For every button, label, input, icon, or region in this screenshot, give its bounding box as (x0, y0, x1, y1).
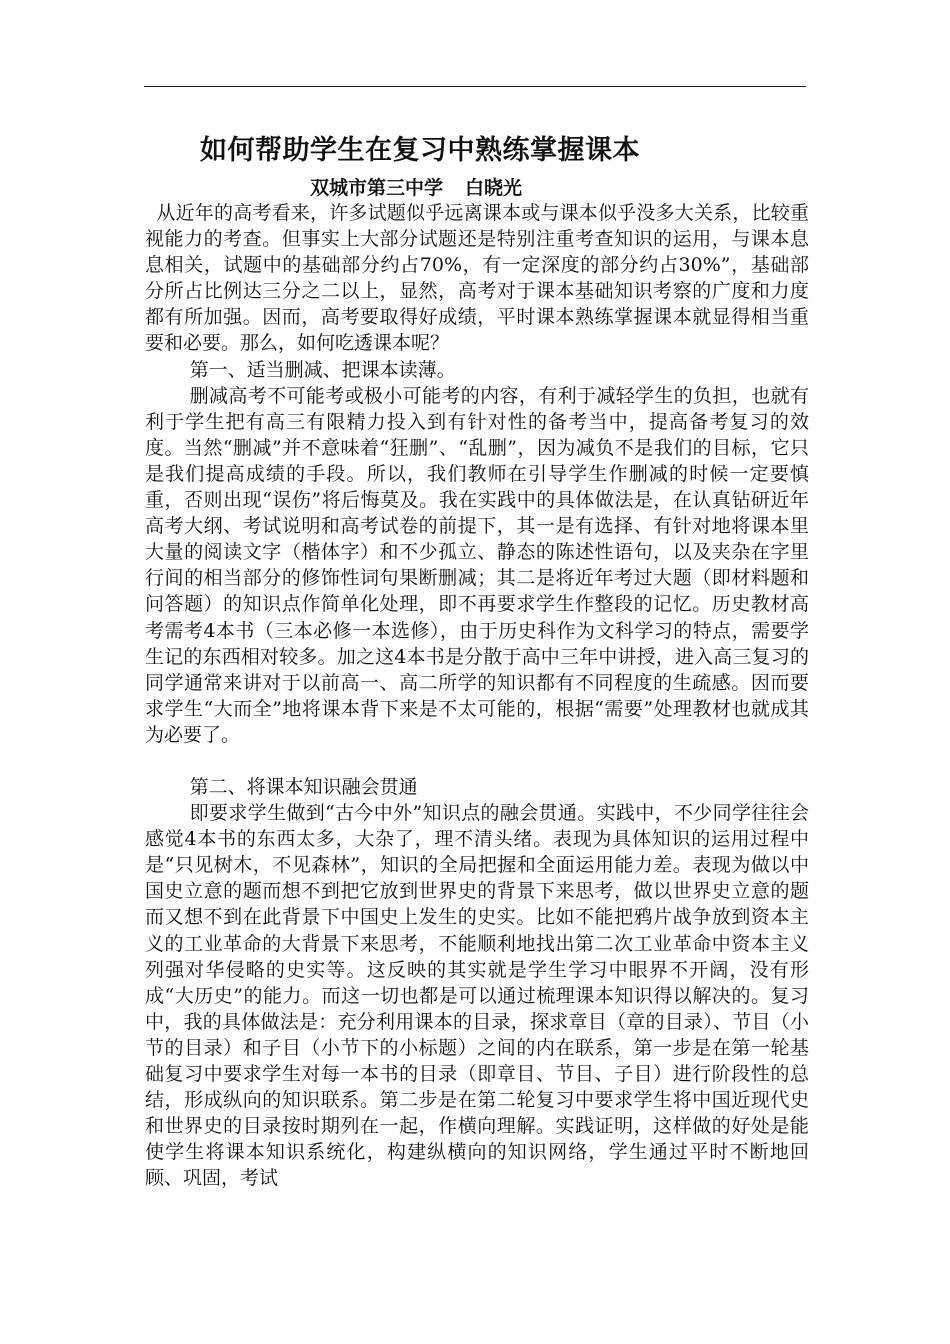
intro-paragraph: 从近年的高考看来，许多试题似乎远离课本或与课本似乎没多大关系，比较重视能力的考查。但事实上大部分试题还是特别注重考查知识的运用，与课本息息相关，试题中的基础部分约占70%，有一定深度的部分约占30%”，基础部分所占比例达三分之二以上，显然，高考对于课本基础知识考察的广度和力度都有所加强。因而，高考要取得好成绩，平时课本熟练掌握课本就显得相当重要和必要。那么，如何吃透课本呢？ (145, 202, 809, 355)
author-school: 双城市第三中学 (310, 177, 444, 199)
section-heading-2: 第二、将课本知识融会贯通 (189, 775, 418, 798)
header-rule (144, 86, 806, 87)
paragraph-spacer (145, 748, 809, 774)
author-name: 白晓光 (465, 177, 523, 199)
author-line (310, 176, 522, 200)
section-heading-1: 第一、适当删减、把课本读薄。 (189, 358, 456, 381)
section-body-2: 即要求学生做到“古今中外”知识点的融会贯通。实践中，不少同学往往会感觉4本书的东西太多，大杂了，理不清头绪。表现为具体知识的运用过程中是“只见树木，不见森林”，知识的全局把握和全面运用能力差。表现为做以中国史立意的题而想不到把它放到世界史的背景下来思考，做以世界史立意的题而又想不到在此背景下中国史上发生的史实。比如不能把鸦片战争放到资本主义的工业革命的大背景下来思考，不能顺利地找出第二次工业革命中资本主义列强对华侵略的史实等。这反映的其实就是学生学习中眼界不开阔，没有形成“大历史”的能力。而这一切也都是可以通过梳理课本知识得以解决的。复习中，我的具体做法是：充分利用课本的目录，探求章目（章的目录）、节目（小节的目录）和子目（小节下的小标题）之间的内在联系，第一步是在第一轮基础复习中要求学生对每一本书的目录（即章目、节目、子目）进行阶段性的总结，形成纵向的知识联系。第二步是在第二轮复习中要求学生将中国近现代史和世界史的目录按时期列在一起，作横向理解。实践证明，这样做的好处是能使学生将课本知识系统化，构建纵横向的知识网络，学生通过平时不断地回顾、巩固，考试 (145, 802, 809, 1190)
section-body-1: 删减高考不可能考或极小可能考的内容，有利于减轻学生的负担，也就有利于学生把有高三有限精力投入到有针对性的备考当中，提高备考复习的效度。当然“删减”并不意味着“狂删”、“乱删”，因为减负不是我们的目标，它只是我们提高成绩的手段。所以，我们教师在引导学生作删减的时候一定要慎重，否则出现“误伤”将后悔莫及。我在实践中的具体做法是，在认真钻研近年高考大纲、考试说明和高考试卷的前提下，其一是有选择、有针对地将课本里大量的阅读文字（楷体字）和不少孤立、静态的陈述性语句，以及夹杂在字里行间的相当部分的修饰性词句果断删减；其二是将近年考过大题（即材料题和问答题）的知识点作简单化处理，即不再要求学生作整段的记忆。历史教材高考需考4本书（三本必修一本选修），由于历史科作为文科学习的特点，需要学生记的东西相对较多。加之这4本书是分散于高中三年中讲授，进入高三复习的同学通常来讲对于以前高一、高二所学的知识都有不同程度的生疏感。因而要求学生“大而全”地将课本背下来是不太可能的，根据“需要”处理教材也就成其为必要了。 (145, 384, 809, 746)
document-body (145, 200, 809, 1191)
document-title: 如何帮助学生在复习中熟练掌握课本 (200, 135, 640, 166)
